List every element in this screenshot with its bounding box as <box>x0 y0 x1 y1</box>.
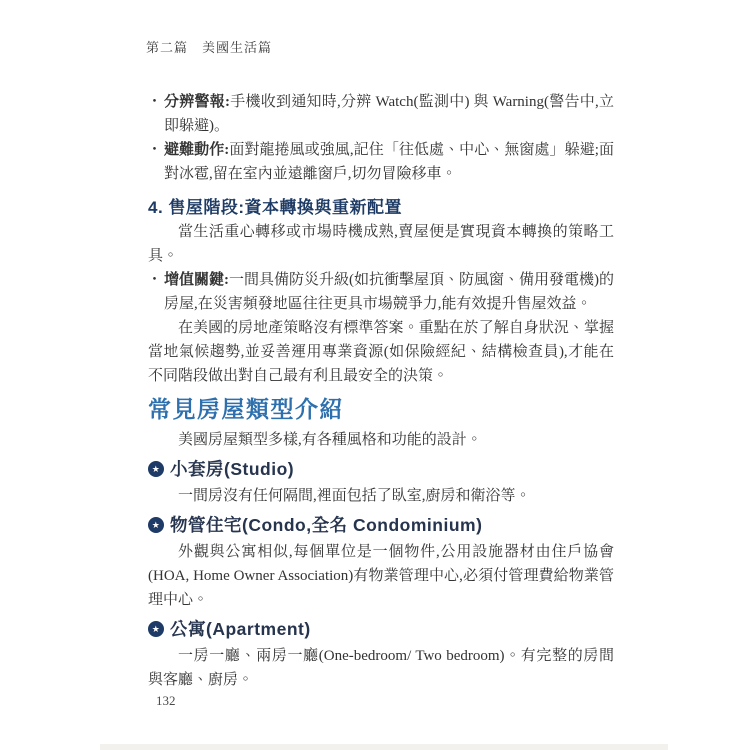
chapter-intro: 美國房屋類型多樣,有各種風格和功能的設計。 <box>178 432 482 448</box>
bullet-label: 分辨警報: <box>164 94 230 110</box>
running-header: 第二篇 美國生活篇 <box>146 40 273 55</box>
bullet-text <box>164 268 614 316</box>
star-circle-icon: ★ <box>148 461 164 477</box>
house-type-title <box>148 617 614 641</box>
paragraph: 當生活重心轉移或市場時機成熟,賣屋便是實現資本轉換的策略工具。 <box>148 224 614 264</box>
page-number: 132 <box>156 693 176 708</box>
bullet-body: 手機收到通知時,分辨 Watch(監測中) 與 Warning(警告中,立即躲避)。 <box>164 94 614 134</box>
house-type-description: 一間房沒有任何隔間,裡面包括了臥室,廚房和衛浴等。 <box>178 488 531 504</box>
house-type-title-text: 公寓(Apartment) <box>170 619 311 639</box>
house-type-title-text: 小套房(Studio) <box>170 459 295 479</box>
bullet-label: 增值關鍵: <box>164 272 229 288</box>
house-type-description: 一房一廳、兩房一廳(One-bedroom/ Two bedroom)。有完整的房間與客廳、廚房。 <box>148 648 614 688</box>
house-type-title <box>148 513 614 537</box>
star-circle-icon: ★ <box>148 517 164 533</box>
page-bottom-edge <box>100 744 668 750</box>
house-type-title <box>148 457 614 481</box>
bullet-label: 避難動作: <box>164 142 230 158</box>
house-type-condo <box>148 513 614 612</box>
alert-bullet-evacuation <box>148 138 614 186</box>
bullet-marker: ・ <box>147 272 163 288</box>
house-type-studio <box>148 457 614 508</box>
bullet-marker: ・ <box>147 142 163 158</box>
bullet-body: 一間具備防災升級(如抗衝擊屋頂、防風窗、備用發電機)的房屋,在災害頻發地區往往更具市場競爭力,能有效提升售屋效益。 <box>164 272 614 312</box>
house-type-title-text: 物管住宅(Condo,全名 Condominium) <box>170 515 483 535</box>
house-type-apartment <box>148 617 614 692</box>
paragraph: 在美國的房地產策略沒有標準答案。重點在於了解自身狀況、掌握當地氣候趨勢,並妥善運用專業資源(如保險經紀、結構檢查員),才能在不同階段做出對自己最有利且最安全的決策。 <box>148 320 614 384</box>
page-content <box>148 90 614 692</box>
star-circle-icon: ★ <box>148 621 164 637</box>
bullet-text <box>164 90 614 138</box>
bullet-value-key <box>148 268 614 316</box>
chapter-heading-house-types: 常見房屋類型介紹 <box>148 396 344 422</box>
bullet-marker: ・ <box>147 94 163 110</box>
alert-bullet-watch-warning <box>148 90 614 138</box>
section-heading-selling-stage: 4. 售屋階段:資本轉換與重新配置 <box>148 198 403 217</box>
bullet-text <box>164 138 614 186</box>
bullet-body: 面對龍捲風或強風,記住「往低處、中心、無窗處」躲避;面對冰雹,留在室內並遠離窗戶,切勿冒險移車。 <box>164 142 614 182</box>
house-type-description: 外觀與公寓相似,每個單位是一個物件,公用設施器材由住戶協會(HOA, Home Owner Association)有物業管理中心,必須付管理費給物業管理中心。 <box>148 544 614 608</box>
